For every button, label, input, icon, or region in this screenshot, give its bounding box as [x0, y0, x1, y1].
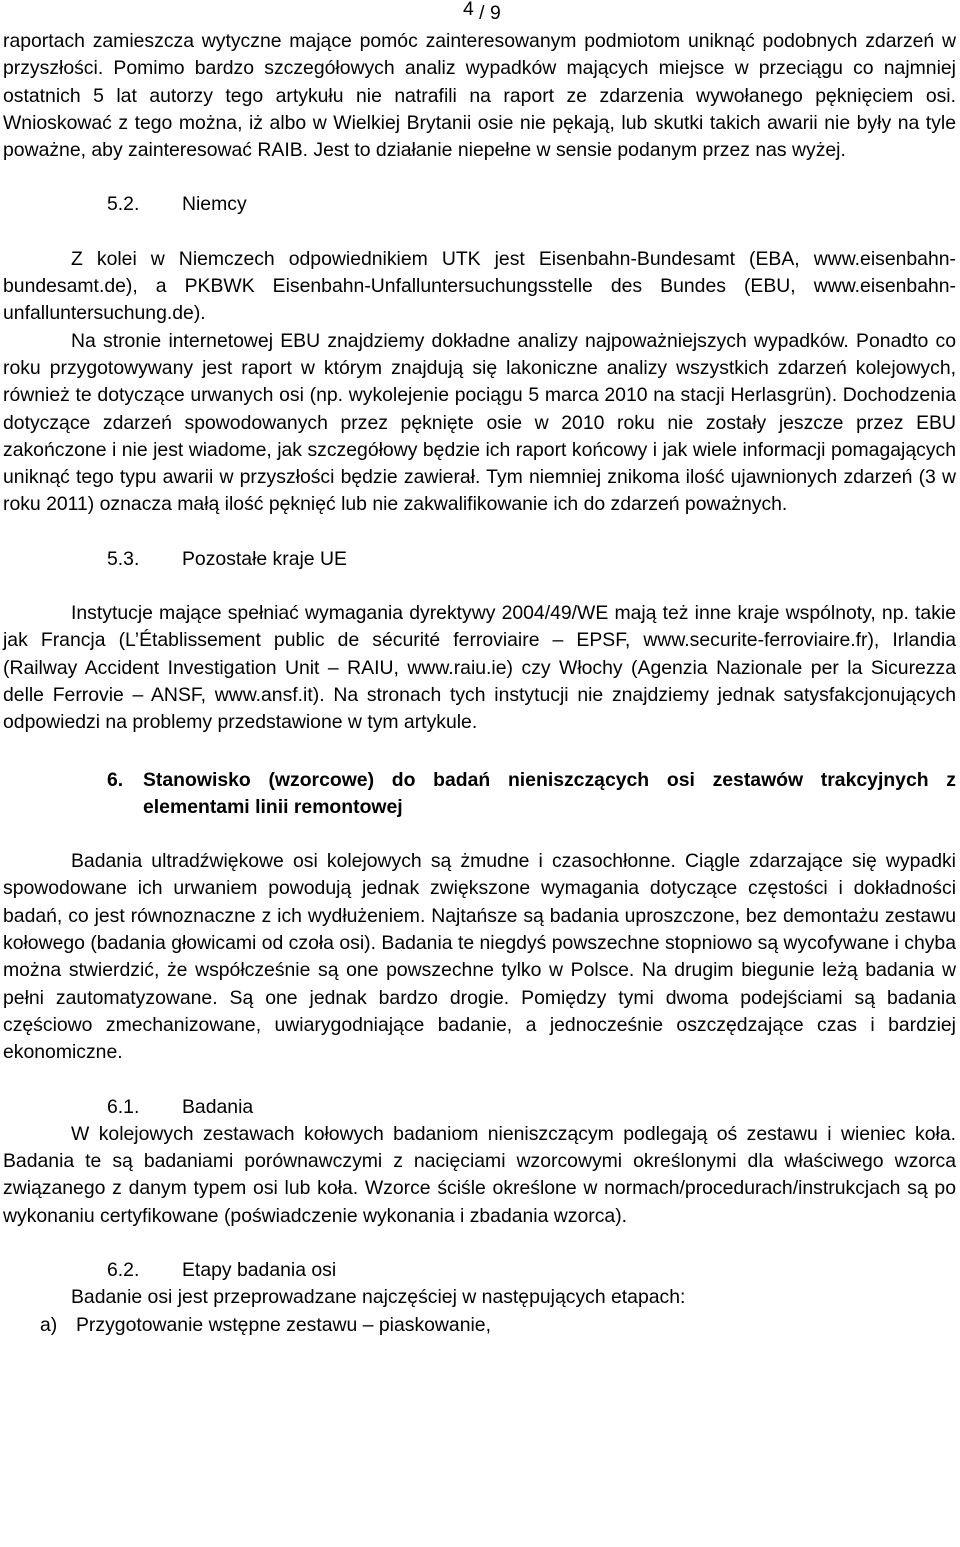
- section-heading-5-3: [3, 546, 956, 573]
- section-title: Etapy badania osi: [182, 1258, 337, 1281]
- section-number: 5.2.: [107, 193, 140, 216]
- section-title: Niemcy: [182, 193, 247, 216]
- document-page: [3, 0, 956, 1339]
- paragraph: Z kolei w Niemczech odpowiednikiem UTK jest Eisenbahn-Bundesamt (EBA, www.eisenbahn-bundesamt.de), a PKBWK Eisenbahn-Unfalluntersuchungsstelle des Bundes (EBU, www.eisenbahn-unfalluntersuchung.de).: [3, 247, 956, 325]
- paragraph: Badania ultradźwiękowe osi kolejowych są żmudne i czasochłonne. Ciągle zdarzające się wypadki spowodowane ich urwaniem powodują jednak zwiększone wymagania dotyczące częstości i dokładności badań, co jest równoznaczne z ich wydłużeniem. Najtańsze są badania uproszczone, bez demontażu zestawu kołowego (badania głowicami od czoła osi). Badania te niegdyś powszechne stopniowo są wycofywane i chyba można stwierdzić, że współcześnie są one powszechne tylko w Polsce. Na drugim biegunie leżą badania w pełni zautomatyzowane. Są one jednak bardzo drogie. Pomiędzy tymi dwoma podejściami są badania częściowo zmechanizowane, uwiarygodniające badanie, a jednocześnie oszczędzające czas i bardziej ekonomiczne.: [3, 850, 956, 1064]
- section-number: 6.1.: [107, 1095, 140, 1118]
- section-number: 6.: [107, 768, 124, 791]
- section-heading-6: [3, 767, 956, 822]
- list-marker: a): [40, 1313, 58, 1336]
- list-text: Przygotowanie wstępne zestawu – piaskowanie,: [76, 1313, 491, 1336]
- paragraph: raportach zamieszcza wytyczne mające pomóc zainteresowanym podmiotom uniknąć podobnych zdarzeń w przyszłości. Pomimo bardzo szczegółowych analiz wypadków mających miejsce w przeciągu co najmniej ostatnich 5 lat autorzy tego artykułu nie natrafili na raport ze zdarzenia wywołanego pęknięciem osi. Wnioskować z tego można, iż albo w Wielkiej Brytanii osie nie pękają, lub skutki takich awarii nie były na tyle poważne, aby zainteresować RAIB. Jest to działanie niepełne w sensie podanym przez nas wyżej.: [3, 30, 956, 162]
- list-item: [3, 1312, 956, 1339]
- paragraph: W kolejowych zestawach kołowych badaniom nieniszczącym podlegają oś zestawu i wieniec koła. Badania te są badaniami porównawczymi z nacięciami wzorcowymi określonymi dla właściwego wzorca związanego z danym typem osi lub koła. Wzorce ściśle określone w normach/procedurach/instrukcjach są po wykonaniu certyfikowane (poświadczenie wykonania i zbadania wzorca).: [3, 1122, 956, 1227]
- paragraph: Instytucje mające spełniać wymagania dyrektywy 2004/49/WE mają też inne kraje wspólnoty, np. takie jak Francja (L’Établissement public de sécurité ferroviaire – EPSF, www.securite-ferroviaire.fr), Irlandia (Railway Accident Investigation Unit – RAIU, www.raiu.ie) czy Włochy (Agenzia Nazionale per la Sicurezza delle Ferrovie – ANSF, www.ansf.it). Na stronach tych instytucji nie znajdziemy jednak satysfakcjonujących odpowiedzi na problemy przedstawione w tym artykule.: [3, 602, 956, 734]
- section-heading-5-2: [3, 191, 956, 218]
- section-number: 5.3.: [107, 547, 140, 570]
- section-number: 6.2.: [107, 1258, 140, 1281]
- section-title: Pozostałe kraje UE: [182, 547, 347, 570]
- paragraph: Na stronie internetowej EBU znajdziemy dokładne analizy najpoważniejszych wypadków. Ponadto co roku przygotowywany jest raport w którym znajdują się lakoniczne analizy wszystkich zdarzeń kolejowych, również te dotyczące urwanych osi (np. wykolejenie pociągu 5 marca 2010 na stacji Herlasgrün). Dochodzenia dotyczące zdarzeń spowodowanych przez pęknięte osie w 2010 roku nie zostały jeszcze przez EBU zakończone i nie jest wiadome, jak szczegółowy będzie ich raport końcowy i jak wiele informacji pomagających uniknąć tego typu awarii w przyszłości będzie zawierał. Tym niemniej znikoma ilość ujawnionych zdarzeń (3 w roku 2011) oznacza małą ilość pęknięć lub nie zakwalifikowanie ich do zdarzeń poważnych.: [3, 329, 956, 516]
- section-title: Badania: [182, 1095, 254, 1118]
- page-number-current: 4: [463, 0, 474, 20]
- section-heading-6-2: [3, 1257, 956, 1284]
- section-heading-6-1: [3, 1094, 956, 1121]
- page-number-total: / 9: [473, 2, 501, 24]
- section-title: Stanowisko (wzorcowe) do badań nieniszczących osi zestawów trakcyjnych z elementami linii remontowej: [143, 768, 956, 818]
- paragraph: Badanie osi jest przeprowadzane najczęściej w następujących etapach:: [71, 1286, 686, 1309]
